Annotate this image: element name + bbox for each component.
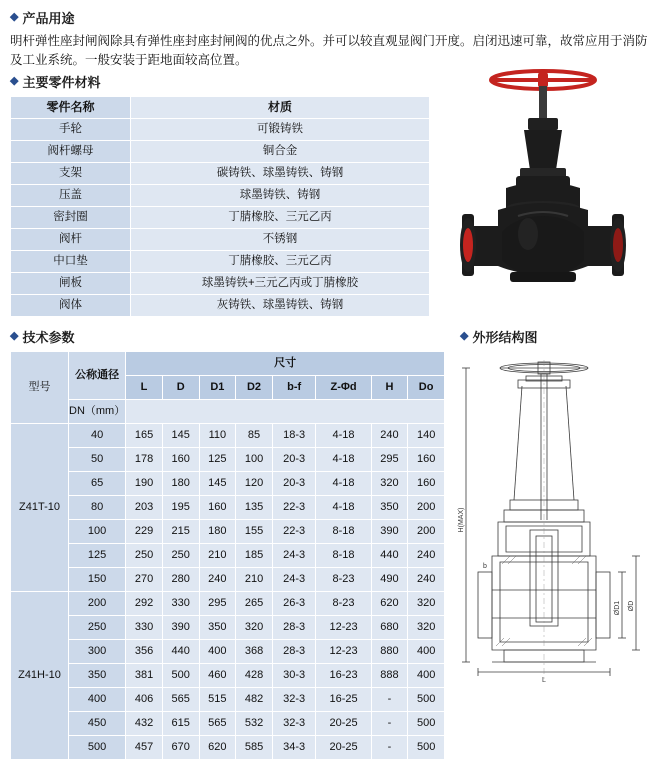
table-row bbox=[11, 712, 445, 736]
tech-value-cell: 210 bbox=[199, 544, 236, 568]
table-row bbox=[11, 736, 445, 760]
table-row bbox=[11, 119, 430, 141]
table-row bbox=[11, 664, 445, 688]
tech-value-cell: 320 bbox=[408, 592, 445, 616]
tech-value-cell: 500 bbox=[408, 688, 445, 712]
tech-value-cell: 400 bbox=[408, 664, 445, 688]
tech-value-cell: 280 bbox=[162, 568, 199, 592]
tech-value-cell: 160 bbox=[408, 448, 445, 472]
tech-header-d: D bbox=[162, 376, 199, 400]
table-row bbox=[11, 448, 445, 472]
tech-value-cell: 500 bbox=[162, 664, 199, 688]
tech-value-cell: 440 bbox=[162, 640, 199, 664]
tech-value-cell: 24-3 bbox=[272, 544, 316, 568]
tech-value-cell: 350 bbox=[371, 496, 408, 520]
part-material-cell: 灰铸铁、球墨铸铁、铸钢 bbox=[131, 295, 430, 317]
tech-value-cell: 565 bbox=[162, 688, 199, 712]
materials-heading bbox=[10, 72, 430, 91]
tech-value-cell: 120 bbox=[236, 472, 273, 496]
tech-value-cell: 155 bbox=[236, 520, 273, 544]
part-name-cell: 压盖 bbox=[11, 185, 131, 207]
tech-value-cell: 178 bbox=[126, 448, 163, 472]
tech-value-cell: 406 bbox=[126, 688, 163, 712]
tech-header-spacer bbox=[126, 400, 445, 424]
tech-dn-cell: 200 bbox=[69, 592, 126, 616]
tech-value-cell: 32-3 bbox=[272, 712, 316, 736]
part-material-cell: 球墨铸铁+三元乙丙或丁腈橡胶 bbox=[131, 273, 430, 295]
tech-value-cell: 428 bbox=[236, 664, 273, 688]
tech-value-cell: 110 bbox=[199, 424, 236, 448]
tech-value-cell: 390 bbox=[162, 616, 199, 640]
tech-value-cell: 85 bbox=[236, 424, 273, 448]
tech-section bbox=[10, 327, 445, 760]
part-name-cell: 密封圈 bbox=[11, 207, 131, 229]
tech-value-cell: 190 bbox=[126, 472, 163, 496]
tech-value-cell: 180 bbox=[162, 472, 199, 496]
tech-value-cell: 490 bbox=[371, 568, 408, 592]
tech-value-cell: 180 bbox=[199, 520, 236, 544]
tech-value-cell: 34-3 bbox=[272, 736, 316, 760]
tech-value-cell: 880 bbox=[371, 640, 408, 664]
diamond-bullet-icon: ◆ bbox=[10, 330, 19, 342]
tech-model-cell: Z41T-10 bbox=[11, 424, 69, 592]
tech-model-cell: Z41H-10 bbox=[11, 592, 69, 760]
tech-value-cell: 8-23 bbox=[316, 568, 371, 592]
tech-value-cell: 381 bbox=[126, 664, 163, 688]
tech-value-cell: 203 bbox=[126, 496, 163, 520]
tech-header-model: 型号 bbox=[11, 352, 69, 424]
valve-section-drawing bbox=[452, 350, 652, 695]
gate-valve-illustration bbox=[432, 58, 654, 313]
tech-dn-cell: 350 bbox=[69, 664, 126, 688]
part-name-cell: 阀杆 bbox=[11, 229, 131, 251]
tech-value-cell: 270 bbox=[126, 568, 163, 592]
table-row bbox=[11, 640, 445, 664]
tech-value-cell: 185 bbox=[236, 544, 273, 568]
tech-value-cell: 26-3 bbox=[272, 592, 316, 616]
tech-value-cell: 482 bbox=[236, 688, 273, 712]
tech-value-cell: 585 bbox=[236, 736, 273, 760]
usage-heading bbox=[10, 8, 650, 27]
materials-header-name: 零件名称 bbox=[11, 97, 131, 119]
tech-value-cell: 16-23 bbox=[316, 664, 371, 688]
diamond-bullet-icon: ◆ bbox=[460, 330, 469, 342]
part-material-cell: 可锻铸铁 bbox=[131, 119, 430, 141]
tech-value-cell: 20-3 bbox=[272, 448, 316, 472]
tech-value-cell: 620 bbox=[371, 592, 408, 616]
tech-dn-cell: 250 bbox=[69, 616, 126, 640]
tech-value-cell: 28-3 bbox=[272, 616, 316, 640]
technical-drawing bbox=[452, 350, 652, 695]
table-row bbox=[11, 424, 445, 448]
table-row bbox=[11, 163, 430, 185]
table-row bbox=[11, 568, 445, 592]
tech-dn-cell: 150 bbox=[69, 568, 126, 592]
tech-dn-cell: 100 bbox=[69, 520, 126, 544]
tech-value-cell: 20-25 bbox=[316, 736, 371, 760]
tech-dn-cell: 40 bbox=[69, 424, 126, 448]
part-material-cell: 丁腈橡胶、三元乙丙 bbox=[131, 251, 430, 273]
part-name-cell: 手轮 bbox=[11, 119, 131, 141]
tech-value-cell: 18-3 bbox=[272, 424, 316, 448]
table-header-row bbox=[11, 97, 430, 119]
tech-value-cell: 515 bbox=[199, 688, 236, 712]
tech-value-cell: 500 bbox=[408, 736, 445, 760]
tech-value-cell: 350 bbox=[199, 616, 236, 640]
table-row bbox=[11, 616, 445, 640]
tech-value-cell: 32-3 bbox=[272, 688, 316, 712]
usage-paragraph: 明杆弹性座封闸阀除具有弹性座封座封闸阀的优点之外。并可以较直观显阀门开度。启闭迅速可靠，故常应用于消防及工业系统。一般安装于距地面较高位置。 bbox=[10, 34, 648, 68]
tech-header-zd: Z-Φd bbox=[316, 376, 371, 400]
tech-value-cell: 500 bbox=[408, 712, 445, 736]
tech-value-cell: 400 bbox=[199, 640, 236, 664]
part-name-cell: 阀杆螺母 bbox=[11, 141, 131, 163]
tech-value-cell: 240 bbox=[408, 544, 445, 568]
tech-value-cell: 16-25 bbox=[316, 688, 371, 712]
tech-value-cell: 320 bbox=[408, 616, 445, 640]
product-photo bbox=[432, 58, 654, 313]
tech-value-cell: 12-23 bbox=[316, 616, 371, 640]
tech-value-cell: 330 bbox=[162, 592, 199, 616]
tech-value-cell: 8-18 bbox=[316, 544, 371, 568]
table-row bbox=[11, 520, 445, 544]
tech-value-cell: 295 bbox=[371, 448, 408, 472]
tech-params-table bbox=[10, 351, 445, 760]
tech-value-cell: 565 bbox=[199, 712, 236, 736]
tech-value-cell: 145 bbox=[199, 472, 236, 496]
tech-value-cell: 125 bbox=[199, 448, 236, 472]
tech-value-cell: 22-3 bbox=[272, 520, 316, 544]
tech-value-cell: 250 bbox=[162, 544, 199, 568]
tech-value-cell: 135 bbox=[236, 496, 273, 520]
drawing-heading bbox=[460, 327, 537, 351]
tech-header-dn: 公称通径 bbox=[69, 352, 126, 400]
part-name-cell: 闸板 bbox=[11, 273, 131, 295]
tech-header-d2: D2 bbox=[236, 376, 273, 400]
table-row bbox=[11, 544, 445, 568]
tech-value-cell: - bbox=[371, 688, 408, 712]
part-material-cell: 铜合金 bbox=[131, 141, 430, 163]
tech-value-cell: 295 bbox=[199, 592, 236, 616]
tech-dn-cell: 125 bbox=[69, 544, 126, 568]
drawing-label-flange: b bbox=[483, 563, 487, 570]
tech-value-cell: 100 bbox=[236, 448, 273, 472]
table-row bbox=[11, 273, 430, 295]
tech-value-cell: 460 bbox=[199, 664, 236, 688]
table-row bbox=[11, 295, 430, 317]
tech-value-cell: - bbox=[371, 712, 408, 736]
tech-value-cell: 240 bbox=[199, 568, 236, 592]
tech-value-cell: 28-3 bbox=[272, 640, 316, 664]
tech-value-cell: 400 bbox=[408, 640, 445, 664]
tech-value-cell: 320 bbox=[371, 472, 408, 496]
tech-value-cell: 210 bbox=[236, 568, 273, 592]
tech-header-bf: b-f bbox=[272, 376, 316, 400]
table-row bbox=[11, 251, 430, 273]
materials-header-material: 材质 bbox=[131, 97, 430, 119]
tech-value-cell: 12-23 bbox=[316, 640, 371, 664]
tech-value-cell: 680 bbox=[371, 616, 408, 640]
drawing-label-d: ØD bbox=[628, 600, 635, 612]
tech-value-cell: 22-3 bbox=[272, 496, 316, 520]
materials-section bbox=[10, 72, 430, 317]
tech-value-cell: 356 bbox=[126, 640, 163, 664]
materials-table bbox=[10, 96, 430, 317]
tech-value-cell: 8-18 bbox=[316, 520, 371, 544]
tech-value-cell: 240 bbox=[371, 424, 408, 448]
tech-value-cell: 457 bbox=[126, 736, 163, 760]
table-header-row-3 bbox=[11, 400, 445, 424]
tech-value-cell: 532 bbox=[236, 712, 273, 736]
tech-value-cell: 240 bbox=[408, 568, 445, 592]
table-header-row bbox=[11, 352, 445, 376]
drawing-label-d1: ØD1 bbox=[614, 600, 621, 616]
tech-dn-cell: 80 bbox=[69, 496, 126, 520]
part-material-cell: 丁腈橡胶、三元乙丙 bbox=[131, 207, 430, 229]
tech-value-cell: 390 bbox=[371, 520, 408, 544]
tech-value-cell: 24-3 bbox=[272, 568, 316, 592]
tech-value-cell: 888 bbox=[371, 664, 408, 688]
tech-value-cell: 165 bbox=[126, 424, 163, 448]
tech-value-cell: 160 bbox=[408, 472, 445, 496]
tech-value-cell: 440 bbox=[371, 544, 408, 568]
part-material-cell: 不锈钢 bbox=[131, 229, 430, 251]
tech-heading bbox=[10, 327, 445, 346]
tech-dn-cell: 500 bbox=[69, 736, 126, 760]
table-row bbox=[11, 688, 445, 712]
tech-value-cell: 195 bbox=[162, 496, 199, 520]
tech-value-cell: 320 bbox=[236, 616, 273, 640]
part-material-cell: 球墨铸铁、铸钢 bbox=[131, 185, 430, 207]
tech-value-cell: 670 bbox=[162, 736, 199, 760]
part-name-cell: 阀体 bbox=[11, 295, 131, 317]
tech-value-cell: 229 bbox=[126, 520, 163, 544]
tech-value-cell: 215 bbox=[162, 520, 199, 544]
tech-dn-cell: 400 bbox=[69, 688, 126, 712]
tech-dn-cell: 65 bbox=[69, 472, 126, 496]
tech-value-cell: 292 bbox=[126, 592, 163, 616]
tech-value-cell: 20-3 bbox=[272, 472, 316, 496]
diamond-bullet-icon: ◆ bbox=[10, 75, 19, 87]
table-row bbox=[11, 141, 430, 163]
tech-value-cell: 4-18 bbox=[316, 472, 371, 496]
tech-value-cell: 4-18 bbox=[316, 448, 371, 472]
tech-value-cell: 160 bbox=[199, 496, 236, 520]
tech-header-h: H bbox=[371, 376, 408, 400]
diamond-bullet-icon: ◆ bbox=[10, 11, 19, 23]
tech-value-cell: 330 bbox=[126, 616, 163, 640]
table-row bbox=[11, 207, 430, 229]
table-row bbox=[11, 229, 430, 251]
tech-value-cell: 140 bbox=[408, 424, 445, 448]
tech-value-cell: 145 bbox=[162, 424, 199, 448]
part-name-cell: 支架 bbox=[11, 163, 131, 185]
part-material-cell: 碳铸铁、球墨铸铁、铸钢 bbox=[131, 163, 430, 185]
usage-heading-label: 产品用途 bbox=[22, 11, 75, 26]
table-row bbox=[11, 472, 445, 496]
tech-heading-label: 技术参数 bbox=[22, 330, 75, 345]
table-row bbox=[11, 496, 445, 520]
tech-header-dn-unit: DN（mm） bbox=[69, 400, 126, 424]
tech-value-cell: 620 bbox=[199, 736, 236, 760]
tech-header-d1: D1 bbox=[199, 376, 236, 400]
table-row bbox=[11, 592, 445, 616]
tech-value-cell: 20-25 bbox=[316, 712, 371, 736]
tech-value-cell: 432 bbox=[126, 712, 163, 736]
tech-value-cell: 250 bbox=[126, 544, 163, 568]
tech-header-do: Do bbox=[408, 376, 445, 400]
tech-header-l: L bbox=[126, 376, 163, 400]
tech-dn-cell: 50 bbox=[69, 448, 126, 472]
tech-value-cell: 160 bbox=[162, 448, 199, 472]
part-name-cell: 中口垫 bbox=[11, 251, 131, 273]
tech-value-cell: 4-18 bbox=[316, 424, 371, 448]
tech-value-cell: 368 bbox=[236, 640, 273, 664]
tech-value-cell: 265 bbox=[236, 592, 273, 616]
tech-dn-cell: 300 bbox=[69, 640, 126, 664]
tech-value-cell: 30-3 bbox=[272, 664, 316, 688]
materials-heading-label: 主要零件材料 bbox=[22, 75, 101, 90]
tech-value-cell: 8-23 bbox=[316, 592, 371, 616]
tech-dn-cell: 450 bbox=[69, 712, 126, 736]
tech-value-cell: 615 bbox=[162, 712, 199, 736]
tech-value-cell: - bbox=[371, 736, 408, 760]
drawing-heading-label: 外形结构图 bbox=[472, 330, 538, 345]
tech-value-cell: 200 bbox=[408, 520, 445, 544]
tech-value-cell: 4-18 bbox=[316, 496, 371, 520]
drawing-label-height: H(MAX) bbox=[458, 507, 465, 533]
table-row bbox=[11, 185, 430, 207]
drawing-label-length: L bbox=[542, 677, 546, 684]
tech-header-size-group: 尺寸 bbox=[126, 352, 445, 376]
tech-value-cell: 200 bbox=[408, 496, 445, 520]
